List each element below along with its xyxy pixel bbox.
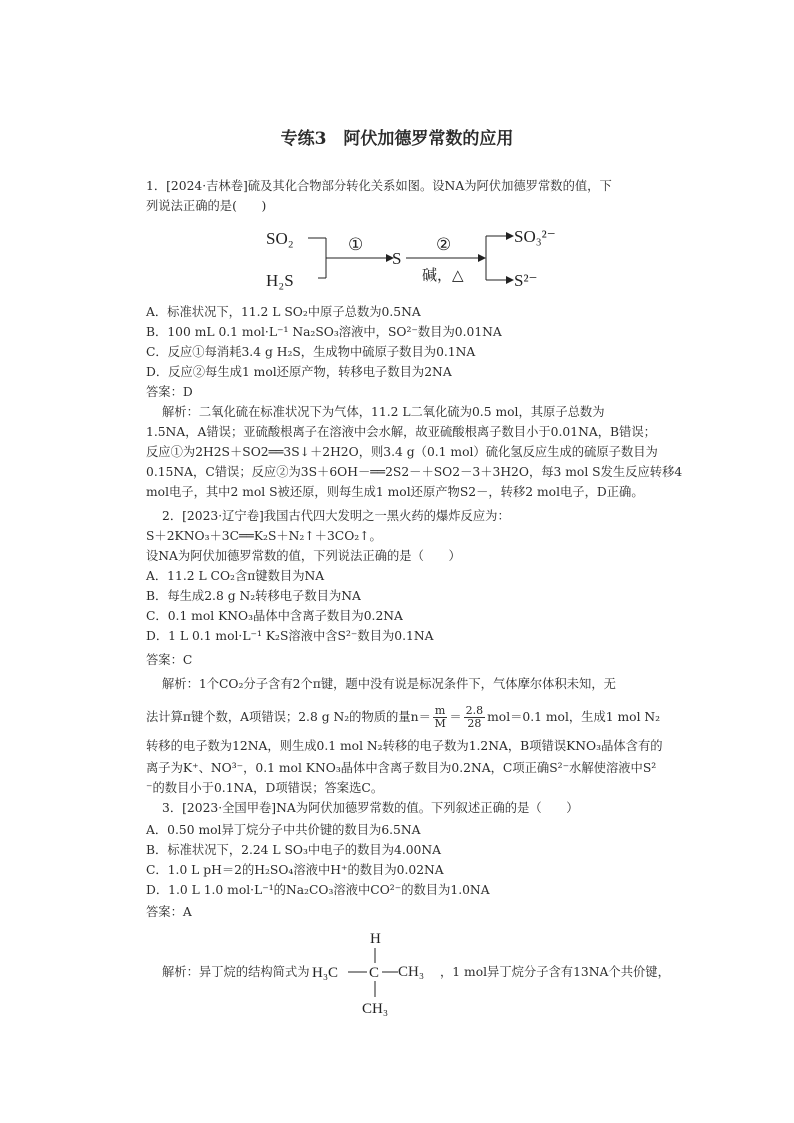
q1-option-c: C．反应①每消耗3.4 g H₂S，生成物中硫原子数目为0.1NA <box>146 345 476 359</box>
fraction-value-numerator: 2.8 <box>465 704 484 717</box>
reactant-h2s: H₂S <box>266 271 294 290</box>
sulfur-conversion-diagram <box>262 222 582 296</box>
q3-option-a: A．0.50 mol异丁烷分子中共价键的数目为6.5NA <box>146 823 421 837</box>
arrowhead-out2 <box>506 276 514 284</box>
q1-analysis-line2: 1.5NA，A错误；亚硫酸根离子在溶液中会水解，故亚硫酸根离子数目小于0.01NA，B错误； <box>146 425 656 439</box>
q1-option-d: D．反应②每生成1 mol还原产物，转移电子数目为2NA <box>146 365 452 379</box>
page-title: 专练3 阿伏加德罗常数的应用 <box>280 129 514 149</box>
q1-stem-line1: 1．[2024·吉林卷]硫及其化合物部分转化关系如图。设NA为阿伏加德罗常数的值，下 <box>146 179 612 193</box>
structure-right-ch3: CH₃ <box>398 964 425 980</box>
q3-option-d: D．1.0 L 1.0 mol·L⁻¹的Na₂CO₃溶液中CO²⁻的数目为1.0NA <box>146 883 490 897</box>
structure-left-ch3: H₃C <box>312 965 339 981</box>
fraction-m-over-m <box>433 705 447 730</box>
product-so3: SO₃²⁻ <box>514 227 556 246</box>
q1-analysis-line3: 反应①为2H2S＋SO2══3S↓＋2H2O，则3.4 g（0.1 mol）硫化氢反应生成的硫原子数目为 <box>146 445 658 459</box>
q2-option-d: D．1 L 0.1 mol·L⁻¹ K₂S溶液中含S²⁻数目为0.1NA <box>146 629 434 643</box>
label-step2: ② <box>436 235 452 254</box>
q1-answer: 答案：D <box>146 385 193 399</box>
structure-h-top: H <box>370 931 381 947</box>
calc-equals: ＝ <box>449 710 462 724</box>
fraction-denominator: M <box>434 717 446 730</box>
reactant-so2: SO₂ <box>266 229 294 248</box>
isobutane-structure <box>312 927 412 1019</box>
calc-text-after: mol＝0.1 mol，生成1 mol N₂ <box>487 710 661 724</box>
structure-bottom-ch3: CH₃ <box>362 1001 389 1017</box>
product-s2minus: S²⁻ <box>514 271 538 290</box>
label-step1: ① <box>348 235 364 254</box>
q2-equation: S＋2KNO₃＋3C══K₂S＋N₂↑＋3CO₂↑。 <box>146 529 382 543</box>
condition-label: 碱，△ <box>422 268 464 284</box>
q2-analysis-line1: 解析：1个CO₂分子含有2个π键，题中没有说是标况条件下，气体摩尔体积未知，无 <box>162 677 616 691</box>
arrowhead-step2 <box>478 254 486 262</box>
structure-center-c: C <box>369 965 380 981</box>
q2-stem-line1: 2．[2023·辽宁卷]我国古代四大发明之一黑火药的爆炸反应为： <box>162 509 510 523</box>
q2-analysis-line4: 离子为K⁺、NO³⁻，0.1 mol KNO₃晶体中含离子数目为0.2NA，C项正确S²⁻水解使溶液中S² <box>146 761 657 775</box>
q1-analysis-line5: mol电子，其中2 mol S被还原，则每生成1 mol还原产物S2－，转移2 mol电子，D正确。 <box>146 485 644 499</box>
arrowhead-out1 <box>506 232 514 240</box>
q2-analysis-line5: ⁻的数目小于0.1NA，D项错误；答案选C。 <box>146 781 384 795</box>
q1-analysis-line4: 0.15NA，C错误；反应②为3S＋6OH－══2S2－＋SO2－3＋3H2O，每3 mol S发生反应转移4 <box>146 465 683 479</box>
q1-analysis-line1: 解析：二氧化硫在标准状况下为气体，11.2 L二氧化硫为0.5 mol，其原子总数为 <box>162 405 605 419</box>
q2-analysis-line2 <box>146 705 660 730</box>
q3-option-b: B．标准状况下，2.24 L SO₃中电子的数目为4.00NA <box>146 843 442 857</box>
q2-stem-line2: 设NA为阿伏加德罗常数的值，下列说法正确的是（ ） <box>146 549 461 563</box>
fraction-value <box>464 705 486 730</box>
q3-stem: 3．[2023·全国甲卷]NA为阿伏加德罗常数的值。下列叙述正确的是（ ） <box>162 801 579 815</box>
q3-analysis-after: ，1 mol异丁烷分子含有13NA个共价键， <box>440 965 670 979</box>
fraction-numerator: m <box>434 704 446 717</box>
q3-option-c: C．1.0 L pH＝2的H₂SO₄溶液中H⁺的数目为0.02NA <box>146 863 444 877</box>
q2-option-c: C．0.1 mol KNO₃晶体中含离子数目为0.2NA <box>146 609 403 623</box>
calc-text-before: 法计算π键个数，A项错误；2.8 g N₂的物质的量n＝ <box>146 710 431 724</box>
q1-option-a: A．标准状况下，11.2 L SO₂中原子总数为0.5NA <box>146 305 421 319</box>
fraction-value-denominator: 28 <box>467 717 482 730</box>
q3-answer: 答案：A <box>146 905 192 919</box>
q2-analysis-line3: 转移的电子数为12NA，则生成0.1 mol N₂转移的电子数为1.2NA，B项错误KNO₃晶体含有的 <box>146 739 663 753</box>
q2-option-b: B．每生成2.8 g N₂转移电子数目为NA <box>146 589 361 603</box>
q1-option-b: B．100 mL 0.1 mol·L⁻¹ Na₂SO₃溶液中，SO²⁻数目为0.01NA <box>146 325 502 339</box>
q3-analysis-before: 解析：异丁烷的结构简式为 <box>162 965 310 979</box>
q2-option-a: A．11.2 L CO₂含π键数目为NA <box>146 569 325 583</box>
q2-answer: 答案：C <box>146 653 193 667</box>
product-s: S <box>392 249 402 268</box>
q1-stem-line2: 列说法正确的是( ) <box>146 199 267 213</box>
